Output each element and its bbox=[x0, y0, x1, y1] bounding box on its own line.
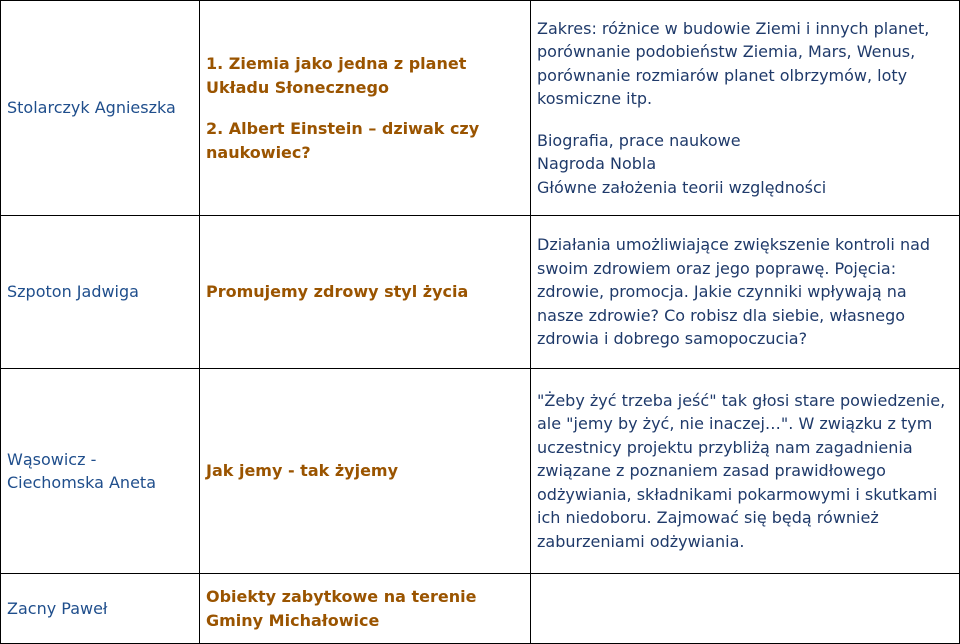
description-line: Główne założenia teorii względności bbox=[537, 177, 827, 197]
topic-title: Obiekty zabytkowe na terenie Gminy Michałowice bbox=[200, 574, 531, 644]
description-text: "Żeby żyć trzeba jeść" tak głosi stare powiedzenie, ale "jemy by żyć, nie inaczej…". W związku z tym uczestnicy projektu przybliżą nam zagadnienia związane z poznaniem zasad prawidłowego odżywiania, składnikami pokarmowymi i skutkami ich niedoboru. Zajmować się będą również zaburzeniami odżywiania. bbox=[531, 369, 960, 574]
table-row bbox=[1, 574, 960, 644]
topic-title: 1. Ziemia jako jedna z planet Układu Słonecznego bbox=[206, 54, 467, 97]
topic-title: 2. Albert Einstein – dziwak czy naukowiec? bbox=[206, 119, 480, 162]
person-name: Wąsowicz - Ciechomska Aneta bbox=[1, 369, 200, 574]
table-row bbox=[1, 369, 960, 574]
spacer bbox=[206, 99, 524, 117]
person-name: Szpoton Jadwiga bbox=[1, 216, 200, 369]
topic-cell bbox=[200, 1, 531, 216]
description-text: Działania umożliwiające zwiększenie kontroli nad swoim zdrowiem oraz jego poprawę. Pojęcia: zdrowie, promocja. Jakie czynniki wpływają na nasze zdrowie? Co robisz dla siebie, własnego zdrowia i dobrego samopoczucia? bbox=[531, 216, 960, 369]
person-name: Stolarczyk Agnieszka bbox=[1, 1, 200, 216]
description-cell bbox=[531, 1, 960, 216]
description-text bbox=[531, 574, 960, 644]
topic-title: Jak jemy - tak żyjemy bbox=[200, 369, 531, 574]
spacer bbox=[537, 111, 953, 129]
description-line: Biografia, prace naukowe bbox=[537, 130, 741, 150]
topic-title: Promujemy zdrowy styl życia bbox=[200, 216, 531, 369]
description-line: Nagroda Nobla bbox=[537, 154, 657, 174]
table-row bbox=[1, 1, 960, 216]
person-name: Zacny Paweł bbox=[1, 574, 200, 644]
description-text: Zakres: różnice w budowie Ziemi i innych planet, porównanie podobieństw Ziemia, Mars, Wenus, porównanie rozmiarów planet olbrzymów, loty kosmiczne itp. bbox=[537, 18, 930, 109]
table-row bbox=[1, 216, 960, 369]
